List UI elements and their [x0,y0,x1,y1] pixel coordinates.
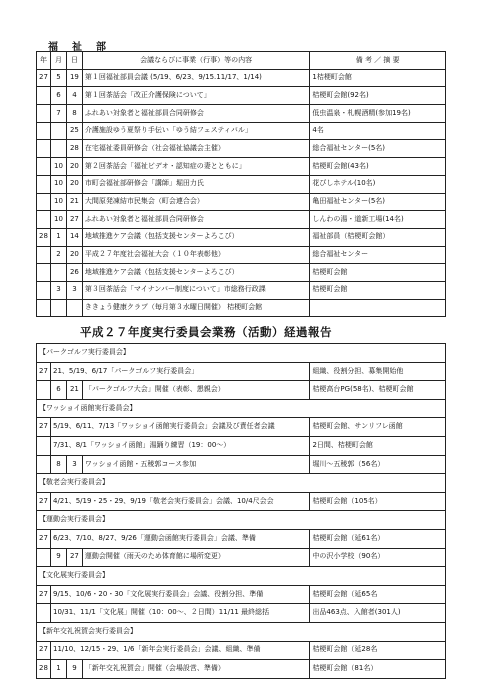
content-cell: ききょう健康クラブ（毎月第３水曜日開催） 桔梗町会館 [82,299,309,317]
category-label: 【パークゴルフ実行委員会】 [37,344,446,363]
report-title: 平成２７年度実行委員会業務（活動）経過報告 [80,325,332,339]
table-row [37,105,446,123]
table-row [37,175,446,193]
table-row [37,492,446,511]
content-cell: 21、5/19、6/17「パークゴルフ実行委員会」 [50,362,309,381]
note-cell: 桔梗町会館(43名) [310,158,446,176]
content-cell: ふれあい対象者と福祉部員合同研修会 [82,105,309,123]
content-cell: 第１回福祉部員会議 (5/19、6/23、9/15.11/17、1/14) [82,69,309,87]
month-cell: 3 [50,281,66,299]
content-cell: ふれあい対象者と福祉部員合同研修会 [82,211,309,229]
table-row [37,228,446,246]
day-cell: 8 [66,105,82,123]
day-cell: 3 [66,281,82,299]
table-row [37,299,446,317]
table-row [37,69,446,87]
day-cell: 20 [66,246,82,264]
year-cell [37,264,51,282]
month-cell: 1 [50,228,66,246]
year-cell [37,604,51,623]
year-cell [37,455,51,474]
table-row [37,140,446,158]
content-cell: 4/21、5/19・25・29、9/19「敬老会実行委員会」会議、10/4尺会会 [50,492,309,511]
content-cell: 10/31、11/1「文化展」開催（10：00〜、２日間）11/11 最終総括 [50,604,309,623]
table-row [37,641,446,660]
month-cell: 6 [50,87,66,105]
category-label: 【文化展実行委員会】 [37,567,446,586]
day-cell: 27 [66,211,82,229]
note-cell: 組織、役割分担、募集開始他 [310,362,446,381]
year-cell [37,105,51,123]
year-cell [37,281,51,299]
note-cell: 2日間、桔梗町会館 [310,436,446,455]
year-cell [37,175,51,193]
day-cell: 20 [66,175,82,193]
year-cell: 27 [37,529,51,548]
table-row [37,418,446,437]
note-cell: 桔梗町会館（105名） [310,492,446,511]
category-row [37,474,446,493]
header-content: 会議ならびに事業（行事）等の内容 [82,52,309,70]
content-cell: 介護施設ゆう夏祭り手伝い「ゆう結フェスティバル」 [82,122,309,140]
note-cell: 桔梗町会館 [310,264,446,282]
content-cell: 6/23、7/10、8/27、9/26「運動会函館実行委員会」会議、準備 [50,529,309,548]
day-cell [66,299,82,317]
year-cell: 27 [37,585,51,604]
header-note: 備 考 ／ 摘 要 [310,52,446,70]
month-cell: 10 [50,158,66,176]
category-row [37,399,446,418]
day-cell: 9 [66,660,82,679]
table-row [37,381,446,400]
note-cell: 桔梗町会館（延61名） [310,529,446,548]
note-cell: 4名 [310,122,446,140]
year-cell [37,211,51,229]
committee-report-table [36,343,446,679]
note-cell: 亀田福祉センター(5名) [310,193,446,211]
table-row [37,362,446,381]
category-row [37,344,446,363]
month-cell: 9 [50,548,66,567]
table-row [37,585,446,604]
table-row [37,193,446,211]
day-cell: 14 [66,228,82,246]
day-cell: 19 [66,69,82,87]
category-row [37,622,446,641]
content-cell: 11/10、12/15・29、1/6「新年会実行委員会」会議、組織、準備 [50,641,309,660]
content-cell: 地域推進ケア会議（包括支援センターよろこび） [82,228,309,246]
note-cell: 総合福祉センター(5名) [310,140,446,158]
category-row [37,567,446,586]
category-label: 【新年交礼祝賀会実行委員会】 [37,622,446,641]
note-cell: 総合福祉センター [310,246,446,264]
category-label: 【ワッショイ函館実行委員会】 [37,399,446,418]
category-row [37,511,446,530]
table-row [37,548,446,567]
table-row [37,455,446,474]
table-row [37,211,446,229]
month-cell: 1 [50,660,66,679]
note-cell: 花びしホテル(10名) [310,175,446,193]
table-row [37,122,446,140]
day-cell: 27 [66,548,82,567]
content-cell: 平成２７年度社会福祉大会（１０年表彰他） [82,246,309,264]
day-cell: 21 [66,193,82,211]
month-cell [50,299,66,317]
day-cell: 20 [66,158,82,176]
year-cell [37,548,51,567]
note-cell [310,299,446,317]
year-cell [37,122,51,140]
content-cell: 5/19、6/11、7/13「ワッショイ函館実行委員会」会議及び責任者会議 [50,418,309,437]
content-cell: 7/31、8/1「ワッショイ函館」湯踊り練習（19：00〜） [50,436,309,455]
note-cell: 桔梗町会館、サンリフレ函館 [310,418,446,437]
table-row [37,87,446,105]
table-row [37,264,446,282]
category-label: 【敬老会実行委員会】 [37,474,446,493]
year-cell: 27 [37,492,51,511]
day-cell: 26 [66,264,82,282]
note-cell: 低虫温泉・札幌酒精(参加19名) [310,105,446,123]
note-cell: 桔梗町会館(92名) [310,87,446,105]
year-cell [37,436,51,455]
year-cell [37,140,51,158]
month-cell: 10 [50,193,66,211]
table-row [37,604,446,623]
year-cell: 27 [37,362,51,381]
year-cell: 27 [37,418,51,437]
month-cell: 10 [50,175,66,193]
month-cell [50,140,66,158]
content-cell: 第３回茶話会「マイナンバー制度について」市総務行政課 [82,281,309,299]
year-cell [37,158,51,176]
year-cell [37,299,51,317]
month-cell [50,122,66,140]
header-day: 日 [66,52,82,70]
month-cell: 6 [50,381,66,400]
header-month: 月 [50,52,66,70]
content-cell: 「パークゴルフ大会」開催（表彰、懇親会） [82,381,310,400]
content-cell: 運動会開催（雨天のため体育館に場所変更） [82,548,310,567]
note-cell: 出品463点、入館者(301人) [310,604,446,623]
month-cell: 5 [50,69,66,87]
note-cell: しんわの湯・道新工場(14名) [310,211,446,229]
year-cell [37,87,51,105]
year-cell [37,193,51,211]
day-cell: 4 [66,87,82,105]
content-cell: 第２回茶話会「福祉ビデオ・認知症の妻とともに」 [82,158,309,176]
note-cell: 桔梗高台PG(58名)、桔梗町会館 [310,381,446,400]
header-year: 年 [37,52,51,70]
content-cell: ワッショイ函館・五稜郭コース参加 [82,455,310,474]
note-cell: 桔梗町会館（81名） [310,660,446,679]
note-cell: 桔梗町会館（延28名 [310,641,446,660]
table-header-row [37,52,446,70]
table-row [37,246,446,264]
content-cell: 第１回茶話会「改正介護保険について」 [82,87,309,105]
table-row [37,158,446,176]
note-cell: 桔梗町会館（延65名 [310,585,446,604]
year-cell [37,381,51,400]
welfare-table [36,51,446,317]
year-cell: 28 [37,660,51,679]
note-cell: 1桔梗町会館 [310,69,446,87]
year-cell [37,246,51,264]
content-cell: 地域推進ケア会議（包括支援センターよろこび） [82,264,309,282]
year-cell: 28 [37,228,51,246]
content-cell: 9/15、10/6・20・30「文化展実行委員会」会議、役割分担、準備 [50,585,309,604]
month-cell [50,264,66,282]
category-label: 【運動会実行委員会】 [37,511,446,530]
table-row [37,436,446,455]
day-cell: 21 [66,381,82,400]
content-cell: 在宅福祉委員研修会（社会福祉協議会主催） [82,140,309,158]
content-cell: 市町会福祉部研修会「講師」堀田力氏 [82,175,309,193]
day-cell: 28 [66,140,82,158]
year-cell: 27 [37,69,51,87]
content-cell: 「新年交礼祝賀会」開催（会場設営、準備） [82,660,310,679]
month-cell: 10 [50,211,66,229]
month-cell: 2 [50,246,66,264]
table-row [37,660,446,679]
section-title-welfare: 福 祉 部 [48,42,108,53]
note-cell: 中の沢小学校（90名） [310,548,446,567]
note-cell: 桔梗町会館 [310,281,446,299]
table-row [37,281,446,299]
note-cell: 福祉部員（桔梗町会館） [310,228,446,246]
month-cell: 7 [50,105,66,123]
note-cell: 堀川〜五稜郭（56名） [310,455,446,474]
day-cell: 3 [66,455,82,474]
day-cell: 25 [66,122,82,140]
year-cell: 27 [37,641,51,660]
table-row [37,529,446,548]
content-cell: 大間原発凍結市民集会（町会連合会） [82,193,309,211]
month-cell: 8 [50,455,66,474]
